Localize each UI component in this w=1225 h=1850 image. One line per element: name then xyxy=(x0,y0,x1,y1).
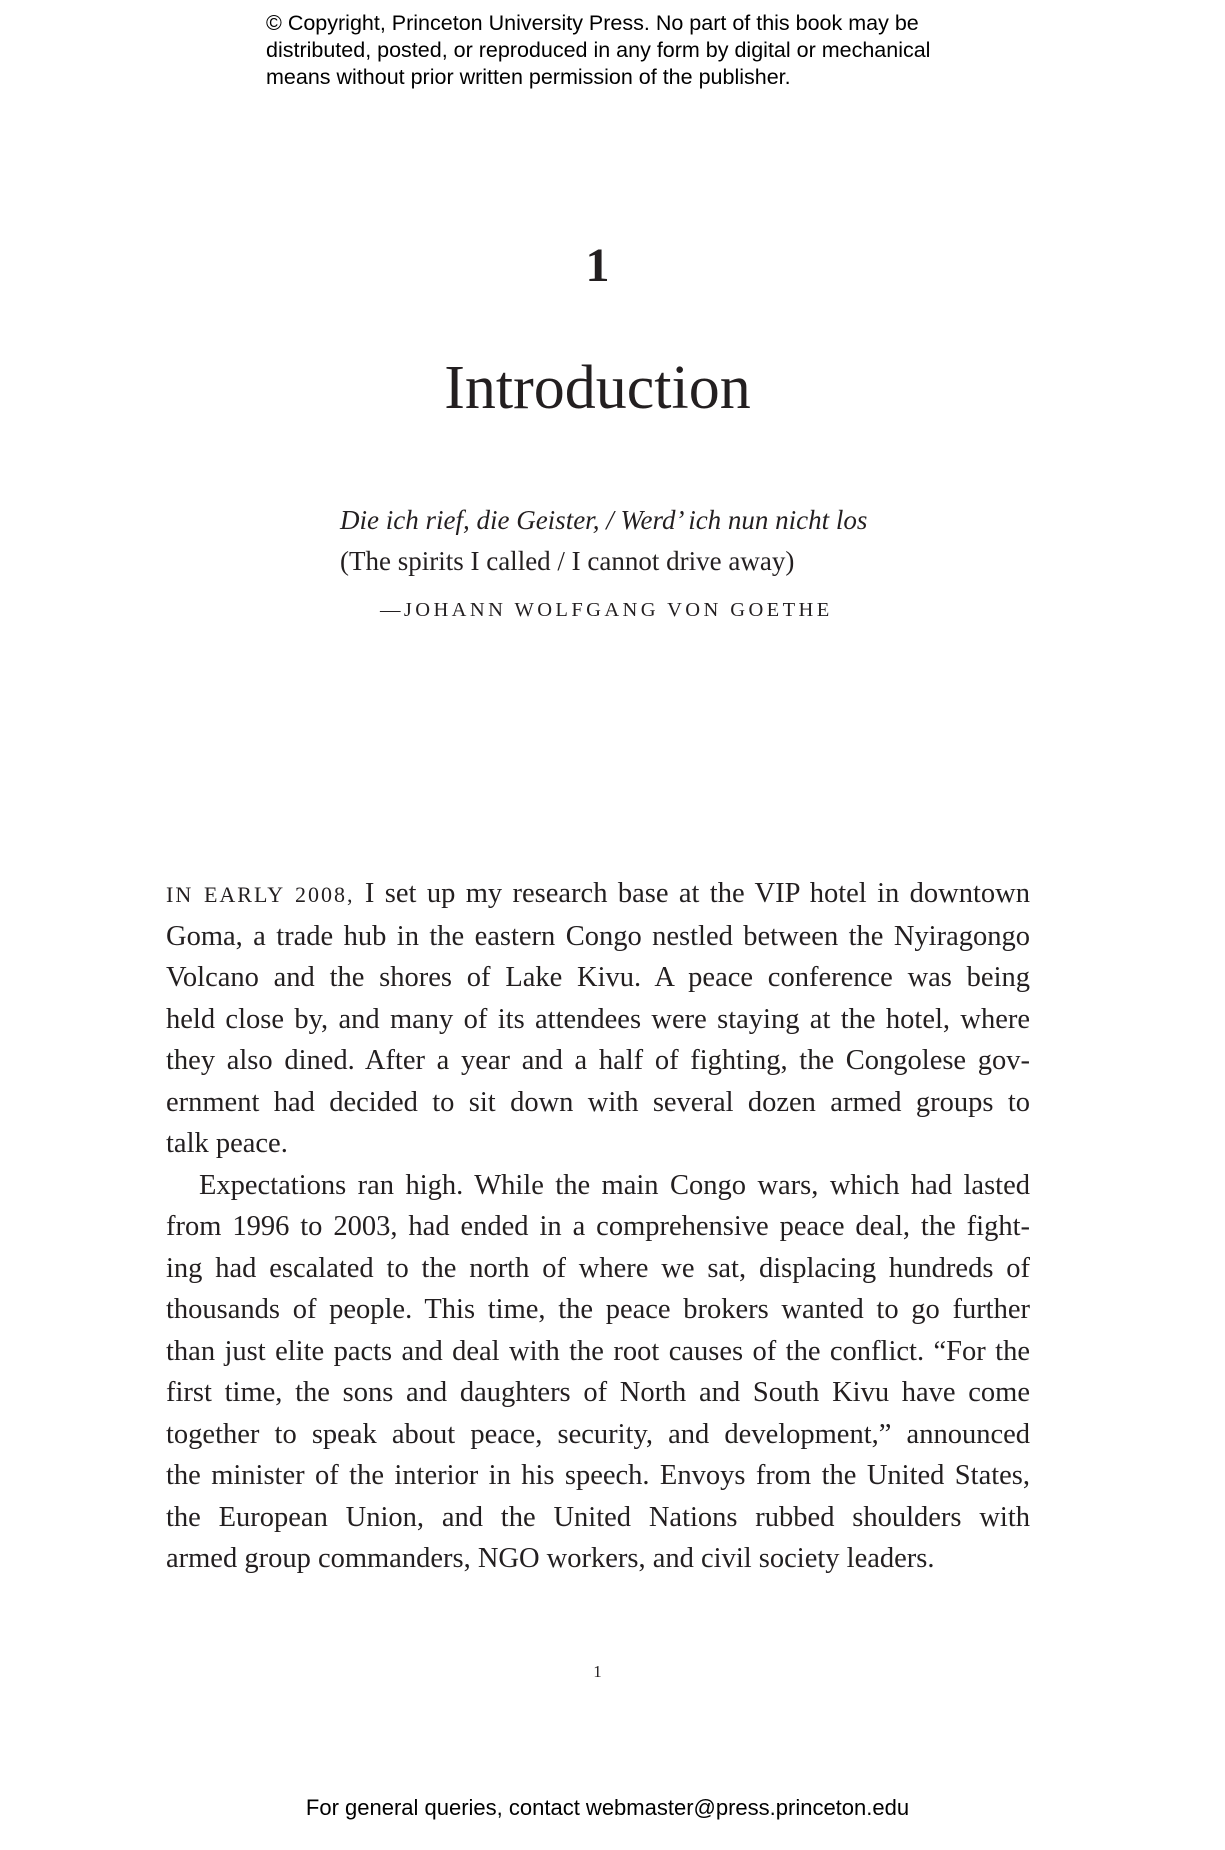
body-line: they also dined. After a year and a half of fighting, the Congolese gov- xyxy=(166,1045,1030,1076)
body-line: first time, the sons and daughters of North and South Kivu have come xyxy=(166,1377,1030,1408)
body-line: than just elite pacts and deal with the root causes of the conflict. “For the xyxy=(166,1335,1030,1367)
copyright-line: means without prior written permission of the publisher. xyxy=(266,65,791,89)
footer-contact: For general queries, contact webmaster@press.princeton.edu xyxy=(305,1795,910,1820)
copyright-line: distributed, posted, or reproduced in any form by digital or mechanical xyxy=(266,38,931,62)
body-line: from 1996 to 2003, had ended in a comprehensive peace deal, the fight- xyxy=(166,1211,1030,1242)
body-line: Volcano and the shores of Lake Kivu. A peace conference was being xyxy=(166,962,1030,993)
chapter-title: Introduction xyxy=(444,354,751,422)
epigraph xyxy=(340,500,880,631)
body-line: thousands of people. This time, the peace brokers wanted to go further xyxy=(166,1294,1030,1325)
body-line: held close by, and many of its attendees were staying at the hotel, where xyxy=(166,1003,1030,1035)
copyright-line: © Copyright, Princeton University Press. No part of this book may be xyxy=(266,11,919,35)
body-line xyxy=(166,873,1030,916)
body-line: talk peace. xyxy=(166,1128,288,1159)
body-line: Goma, a trade hub in the eastern Congo nestled between the Nyiragongo xyxy=(166,920,1030,952)
lead-in: IN EARLY 2008, xyxy=(166,882,355,907)
body-line: the minister of the interior in his speech. Envoys from the United States, xyxy=(166,1460,1030,1491)
body-line: together to speak about peace, security, and development,” announced xyxy=(166,1418,1030,1450)
epigraph-attribution: —JOHANN WOLFGANG VON GOETHE xyxy=(380,599,833,621)
body-text xyxy=(166,873,1030,1580)
body-line: the European Union, and the United Nations rubbed shoulders with xyxy=(166,1501,1030,1533)
paragraph-1 xyxy=(166,873,1030,1165)
chapter-number: 1 xyxy=(585,239,610,292)
copyright-notice xyxy=(266,10,986,91)
body-line: Expectations ran high. While the main Congo wars, which had lasted xyxy=(199,1169,1030,1201)
body-line: armed group commanders, NGO workers, and civil society leaders. xyxy=(166,1543,935,1574)
body-line: ernment had decided to sit down with several dozen armed groups to xyxy=(166,1086,1030,1118)
epigraph-german: Die ich rief, die Geister, / Werd’ ich nun nicht los xyxy=(340,505,868,535)
page-number: 1 xyxy=(593,1662,602,1681)
epigraph-translation: (The spirits I called / I cannot drive away) xyxy=(340,546,795,576)
body-line-text: I set up my research base at the VIP hotel in downtown xyxy=(354,878,1030,909)
paragraph-2 xyxy=(166,1165,1030,1580)
body-line: ing had escalated to the north of where we sat, displacing hundreds of xyxy=(166,1252,1030,1284)
